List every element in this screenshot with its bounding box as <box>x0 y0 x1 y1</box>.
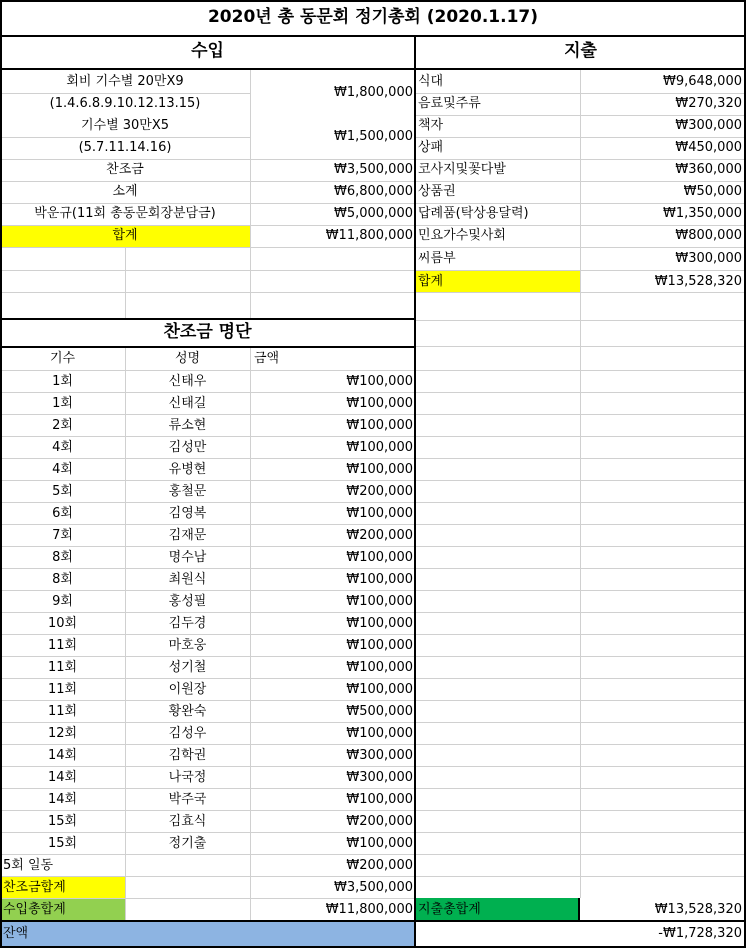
donor-name: 최원식 <box>168 572 207 587</box>
expense-label: 음료및주류 <box>418 96 481 111</box>
donor-gen: 11회 <box>47 682 78 697</box>
balance-amount: -₩1,728,320 <box>658 926 742 941</box>
donor-name: 김두경 <box>168 616 207 631</box>
expense-amount: ₩360,000 <box>675 162 742 177</box>
expense-label: 씨름부 <box>418 251 456 266</box>
donor-amount: ₩200,000 <box>346 484 413 499</box>
expense-amount: ₩270,320 <box>675 96 742 111</box>
income-grand-total-amount: ₩11,800,000 <box>325 902 413 917</box>
donor-amount: ₩100,000 <box>346 616 413 631</box>
donor-name: 유병현 <box>168 462 207 477</box>
donor-name: 성기철 <box>168 660 207 675</box>
income-donation-amount: ₩3,500,000 <box>333 162 413 177</box>
donor-amount: ₩300,000 <box>346 770 413 785</box>
expense-label: 책자 <box>418 118 444 133</box>
donor-amount: ₩500,000 <box>346 704 413 719</box>
expense-label: 상품권 <box>418 184 456 199</box>
donor-name: 홍성필 <box>168 594 207 609</box>
donor-gen: 10회 <box>47 616 78 631</box>
donor-gen: 11회 <box>47 638 78 653</box>
donor-amount: ₩200,000 <box>346 528 413 543</box>
donor-name: 박주국 <box>168 792 207 807</box>
expense-grand-total-label: 지출총합계 <box>418 902 481 917</box>
expense-grand-total-amount: ₩13,528,320 <box>654 902 742 917</box>
income-total-label: 합계 <box>112 228 138 243</box>
donor-amount: ₩100,000 <box>346 462 413 477</box>
donor-gen: 11회 <box>47 660 78 675</box>
income-dues-detail: (1.4.6.8.9.10.12.13.15) <box>49 96 201 111</box>
donor-amount: ₩100,000 <box>346 396 413 411</box>
donor-amount: ₩100,000 <box>346 594 413 609</box>
balance-highlight <box>0 922 415 946</box>
expense-amount: ₩450,000 <box>675 140 742 155</box>
sheet-title: 2020년 총 동문회 정기총회 (2020.1.17) <box>207 7 539 27</box>
income-gen-detail: (5.7.11.14.16) <box>78 140 172 155</box>
donor-name: 김효식 <box>168 814 207 829</box>
donor-gen: 5회 <box>52 484 73 499</box>
income-dues-amount: ₩1,800,000 <box>333 85 413 100</box>
donor-amount: ₩100,000 <box>346 374 413 389</box>
donor-gen: 7회 <box>52 528 73 543</box>
donor-name: 신태우 <box>168 374 207 389</box>
expense-amount: ₩800,000 <box>675 228 742 243</box>
expense-label: 답례품(탁상용달력) <box>418 206 529 221</box>
donor-amount: ₩100,000 <box>346 506 413 521</box>
donor-amount: ₩300,000 <box>346 748 413 763</box>
expense-amount: ₩300,000 <box>675 251 742 266</box>
expense-label: 코사지및꽃다발 <box>418 162 506 177</box>
donor-name: 김재문 <box>168 528 207 543</box>
donor-gen: 15회 <box>47 814 78 829</box>
donor-gen: 1회 <box>52 396 73 411</box>
donor-name: 김성우 <box>168 726 207 741</box>
donor-amount: ₩100,000 <box>346 638 413 653</box>
income-subtotal-label: 소계 <box>112 184 138 199</box>
donor-col-name: 성명 <box>174 351 201 366</box>
expense-label: 상패 <box>418 140 444 155</box>
donor-amount: ₩100,000 <box>346 418 413 433</box>
donor-gen: 11회 <box>47 704 78 719</box>
expense-heading: 지출 <box>564 41 597 61</box>
donor-gen: 12회 <box>47 726 78 741</box>
donor-name: 마호웅 <box>168 638 207 653</box>
donor-name: 홍철문 <box>168 484 207 499</box>
donor-gen: 14회 <box>47 748 78 763</box>
donor-gen: 4회 <box>52 462 73 477</box>
donor-gen: 15회 <box>47 836 78 851</box>
donor-name: 김영복 <box>168 506 207 521</box>
income-heading: 수입 <box>191 41 224 61</box>
donor-gen: 14회 <box>47 770 78 785</box>
income-total-amount: ₩11,800,000 <box>325 228 413 243</box>
income-president-label: 박운규(11회 총동문회장분담금) <box>34 206 216 221</box>
expense-label: 민요가수및사회 <box>418 228 506 243</box>
expense-amount: ₩9,648,000 <box>662 74 742 89</box>
donor-name: 이원장 <box>168 682 207 697</box>
donor-amount: ₩100,000 <box>346 726 413 741</box>
expense-amount: ₩50,000 <box>683 184 742 199</box>
donor-total-amount: ₩3,500,000 <box>333 880 413 895</box>
donor-name: 류소현 <box>168 418 207 433</box>
donor-col-gen: 기수 <box>49 351 76 366</box>
donor-gen: 2회 <box>52 418 73 433</box>
donor-name: 황완숙 <box>168 704 207 719</box>
donor-amount: ₩100,000 <box>346 440 413 455</box>
donor-amount: ₩200,000 <box>346 814 413 829</box>
donor-gen: 1회 <box>52 374 73 389</box>
donor-amount: ₩100,000 <box>346 660 413 675</box>
donor-group-label: 5회 일동 <box>3 858 54 873</box>
donor-name: 김학권 <box>168 748 207 763</box>
income-dues-label: 회비 기수별 20만X9 <box>66 74 184 89</box>
donors-heading: 찬조금 명단 <box>163 322 252 342</box>
income-subtotal-amount: ₩6,800,000 <box>333 184 413 199</box>
donor-amount: ₩100,000 <box>346 792 413 807</box>
expense-amount: ₩300,000 <box>675 118 742 133</box>
expense-label: 식대 <box>418 74 444 89</box>
donor-amount: ₩100,000 <box>346 682 413 697</box>
donor-amount: ₩100,000 <box>346 836 413 851</box>
income-donation-label: 찬조금 <box>106 162 144 177</box>
expense-total-label: 합계 <box>418 274 444 289</box>
income-grand-total-label: 수입총합계 <box>3 902 66 917</box>
donor-name: 나국정 <box>168 770 207 785</box>
expense-amount: ₩1,350,000 <box>662 206 742 221</box>
income-president-amount: ₩5,000,000 <box>333 206 413 221</box>
donor-gen: 9회 <box>52 594 73 609</box>
donor-gen: 4회 <box>52 440 73 455</box>
donor-gen: 8회 <box>52 572 73 587</box>
balance-label: 잔액 <box>3 926 29 941</box>
donor-name: 정기출 <box>168 836 207 851</box>
donor-col-amount: 금액 <box>254 351 280 366</box>
donor-name: 신태길 <box>168 396 207 411</box>
expense-total-amount: ₩13,528,320 <box>654 274 742 289</box>
donor-gen: 6회 <box>52 506 73 521</box>
donor-name: 명수남 <box>168 550 207 565</box>
donor-total-label: 찬조금합계 <box>3 880 66 895</box>
income-gen-amount: ₩1,500,000 <box>333 129 413 144</box>
donor-amount: ₩100,000 <box>346 550 413 565</box>
donor-amount: ₩100,000 <box>346 572 413 587</box>
donor-gen: 14회 <box>47 792 78 807</box>
income-gen-label: 기수별 30만X5 <box>80 118 170 133</box>
donor-gen: 8회 <box>52 550 73 565</box>
donor-group-amount: ₩200,000 <box>346 858 413 873</box>
donor-name: 김성만 <box>168 440 207 455</box>
